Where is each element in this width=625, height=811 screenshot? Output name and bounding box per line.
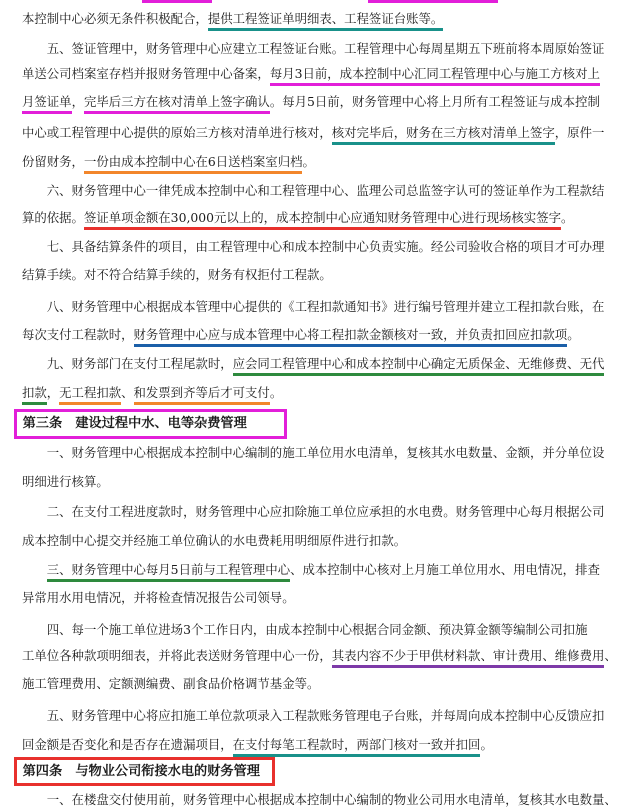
text-line (22, 296, 625, 318)
text-line (22, 645, 625, 667)
text-line (22, 236, 625, 258)
underlined-text-orange: 无工程扣款 (59, 385, 121, 405)
underlined-text-blue: 财务管理中心应与成本管理中心将工程扣款金额核对一致，并负责扣回应扣款项 (134, 327, 568, 347)
text-line (22, 673, 625, 695)
text-segment: 五、财务管理中心将应扣施工单位款项录入工程款账务管理电子台账，并每周向成本控制中心反馈应扣 (22, 708, 605, 723)
text-segment: 份留财务， (22, 154, 84, 169)
underlined-text-teal: 提供工程签证单明细表、工程签证台账等。 (208, 11, 443, 31)
text-line (22, 559, 625, 581)
text-segment: 每次支付工程款时， (22, 327, 134, 342)
text-line (22, 207, 625, 229)
text-line (22, 353, 625, 375)
text-segment: 。 (302, 154, 315, 169)
text-segment: 本控制中心必须无条件积极配合， (22, 11, 208, 26)
underlined-text-green: 扣款 (22, 385, 47, 405)
underlined-text-pink: 每月3日前，成本控制中心汇同工程管理中心与施工方核对上 (270, 66, 600, 86)
text-segment: 。 (269, 385, 283, 400)
section-heading (18, 761, 625, 783)
text-segment: 回金额是否变化和是否存在遗漏项目， (22, 737, 233, 752)
text-line (22, 587, 625, 609)
underlined-text-pink: 完毕后三方在核对清单上签字确认 (84, 94, 270, 114)
text-segment: 二、在支付工程进度款时，财务管理中心应扣除施工单位应承担的水电费。财务管理中心每月根据公司 (22, 504, 605, 519)
text-line (22, 63, 625, 85)
text-line (22, 705, 625, 727)
text-segment: 四、每一个施工单位进场3个工作日内，由成本控制中心根据合同金额、预决算金额等编制公司扣施 (22, 622, 588, 637)
text-segment: ， (71, 94, 84, 109)
text-line (22, 789, 625, 811)
text-line (22, 151, 625, 173)
underlined-text-orange: 和发票到齐等后才可支付 (134, 385, 270, 405)
text-line (22, 530, 625, 552)
text-segment: 六、财务管理中心一律凭成本控制中心和工程管理中心、监理公司总监签字认可的签证单作为工程款结 (22, 183, 605, 198)
text-segment: 第四条 与物业公司衔接水电的财务管理 (18, 764, 260, 779)
text-segment: ， (46, 385, 60, 400)
text-segment: 七、具备结算条件的项目，由工程管理中心和成本控制中心负责实施。经公司验收合格的项目才可办理 (22, 239, 605, 254)
text-segment: 、 (604, 648, 617, 663)
text-line (22, 8, 625, 30)
text-segment: 五、签证管理中，财务管理中心应建立工程签证台账。工程管理中心每周星期五下班前将本周原始签证 (22, 41, 605, 56)
text-segment: 明细进行核算。 (22, 474, 109, 489)
underlined-text-green: 三、财务管理中心每月5日前与工程管理中心 (47, 562, 290, 582)
text-segment: 算的依据。 (22, 210, 84, 225)
text-line (22, 382, 625, 404)
text-segment: 一、在楼盘交付使用前，财务管理中心根据成本控制中心编制的物业公司用水电清单，复核其水电数量、 (22, 792, 617, 807)
text-segment: 单送公司档案室存档并报财务管理中心备案， (22, 66, 270, 81)
text-line (22, 91, 625, 113)
text-segment: 异常用水用电情况，并将检查情况报告公司领导。 (22, 590, 295, 605)
text-segment: 八、财务管理中心根据成本管理中心提供的《工程扣款通知书》进行编号管理并建立工程扣款台账，在 (22, 299, 605, 314)
top-underline-mark-pink-2 (368, 0, 498, 3)
text-segment: ，原件一 (554, 125, 605, 140)
text-segment: 第三条 建设过程中水、电等杂费管理 (18, 416, 247, 431)
text-line (22, 471, 625, 493)
text-segment: 中心或工程管理中心提供的原始三方核对清单进行核对， (22, 125, 332, 140)
text-segment: 九、财务部门在支付工程尾款时， (22, 356, 233, 371)
underlined-text-teal: 在支付每笔工程款时，两部门核对一致并扣回 (233, 737, 481, 757)
text-segment: 、成本控制中心核对上月施工单位用水、用电情况，排查 (290, 562, 600, 577)
text-segment: 施工管理费用、定额测编费、副食品价格调节基金等。 (22, 676, 320, 691)
text-segment: 、 (121, 385, 134, 400)
text-line (22, 324, 625, 346)
text-segment (22, 562, 47, 577)
text-segment: 结算手续。对不符合结算手续的，财务有权拒付工程款。 (22, 267, 332, 282)
underlined-text-teal: 核对完毕后，财务在三方核对清单上签字 (332, 125, 555, 145)
underlined-text-red: 签证单项金额在30,000元以上的，成本控制中心应通知财务管理中心进行现场核实签字 (84, 210, 561, 230)
top-underline-mark-pink-1 (142, 0, 212, 3)
text-segment: 。 (567, 327, 580, 342)
text-line (22, 122, 625, 144)
text-line (22, 180, 625, 202)
text-line (22, 734, 625, 756)
text-segment: 。 (480, 737, 493, 752)
underlined-text-purple: 其表内容不少于甲供材料款、审计费用、维修费用 (332, 648, 605, 668)
text-segment: 工单位各种款项明细表，并将此表送财务管理中心一份， (22, 648, 332, 663)
underlined-text-pink: 月签证单 (22, 94, 72, 114)
text-segment: 一、财务管理中心根据成本控制中心编制的施工单位用水电清单，复核其水电数量、金额，并分单位设 (22, 445, 605, 460)
section-heading (18, 413, 625, 435)
text-segment: 。每月5日前，财务管理中心将上月所有工程签证与成本控制 (269, 94, 600, 109)
text-segment: 成本控制中心提交并经施工单位确认的水电费耗用明细原件进行扣款。 (22, 533, 407, 548)
text-line (22, 442, 625, 464)
underlined-text-green: 应会同工程管理中心和成本控制中心确定无质保金、无维修费、无代 (233, 356, 605, 376)
text-line (22, 264, 625, 286)
text-segment: 。 (560, 210, 574, 225)
text-line (22, 501, 625, 523)
text-line (22, 38, 625, 60)
underlined-text-orange: 一份由成本控制中心在6日送档案室归档 (84, 154, 303, 174)
text-line (22, 619, 625, 641)
